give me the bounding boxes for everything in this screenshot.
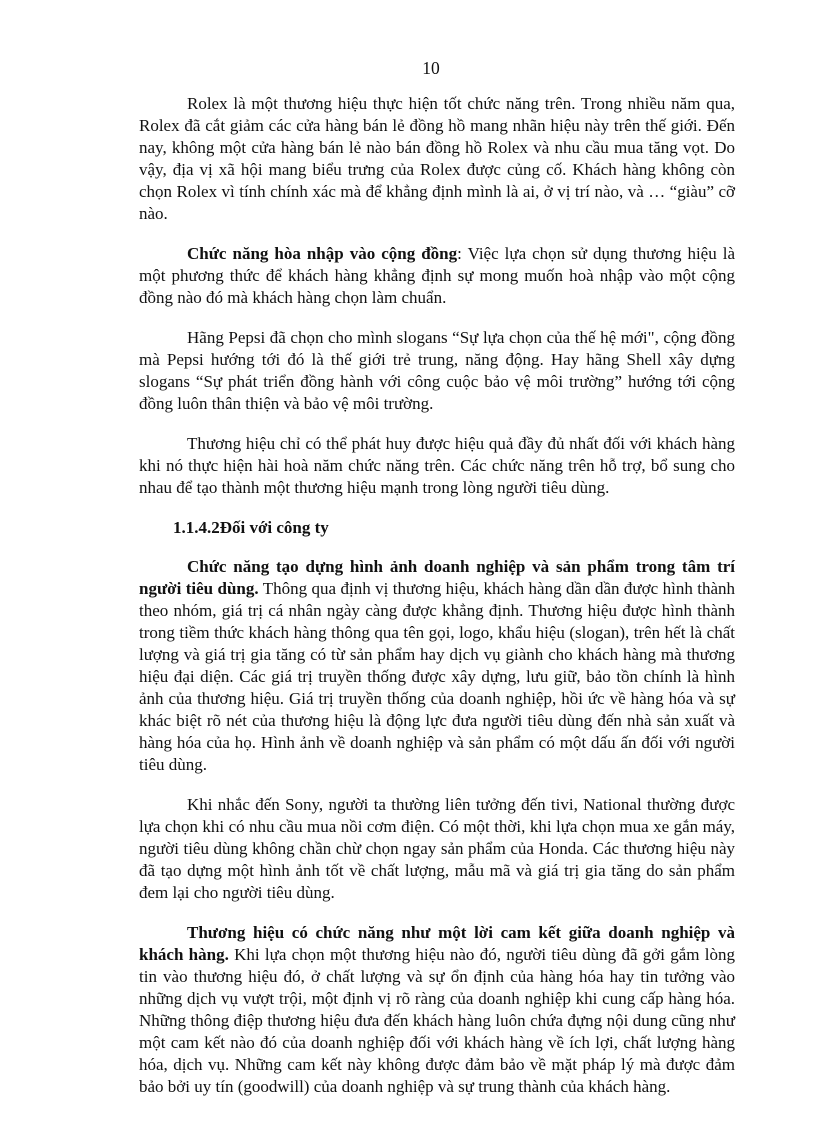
paragraph-bold-lead: Chức năng hòa nhập vào cộng đồng bbox=[187, 244, 458, 263]
paragraph-image-function bbox=[139, 556, 735, 776]
paragraph-text: : Việc lựa chọn sử dụng thương hiệu là một phương thức để khách hàng khẳng định sự mong muốn hoà nhập vào một cộng đồng nào đó mà khách hàng chọn làm chuẩn. bbox=[139, 244, 735, 307]
section-heading: 1.1.4.2Đối với công ty bbox=[173, 518, 329, 537]
paragraph-text: Hãng Pepsi đã chọn cho mình slogans “Sự lựa chọn của thế hệ mới", cộng đồng mà Pepsi hướng tới đó là thế giới trẻ trung, năng động. Hay hãng Shell xây dựng slogans “Sự phát triển đồng hành với công cuộc bảo vệ môi trường” hướng tới cộng đồng luôn thân thiện và bảo vệ môi trường. bbox=[139, 328, 735, 413]
paragraph-summary bbox=[139, 433, 735, 499]
page-content bbox=[139, 93, 735, 1116]
paragraph-bold-lead: Thương hiệu có chức năng như một lời cam kết giữa doanh nghiệp và khách hàng. bbox=[139, 923, 735, 964]
page-number: 10 bbox=[422, 58, 440, 78]
paragraph-bold-lead: Chức năng tạo dựng hình ảnh doanh nghiệp và sản phẩm trong tâm trí người tiêu dùng. bbox=[139, 557, 735, 598]
paragraph-rolex-example bbox=[139, 93, 735, 225]
paragraph-pepsi-shell-example bbox=[139, 327, 735, 415]
paragraph-community-function bbox=[139, 243, 735, 309]
paragraph-text: Rolex là một thương hiệu thực hiện tốt chức năng trên. Trong nhiều năm qua, Rolex đã cắt giảm các cửa hàng bán lẻ đồng hồ mang nhãn hiệu này trên thế giới. Đến nay, không một cửa hàng bán lẻ nào bán đồng hồ Rolex và nhu cầu mua tăng vọt. Do vậy, địa vị xã hội mang biểu trưng của Rolex được củng cố. Khách hàng không còn chọn Rolex vì tính chính xác mà để khẳng định mình là ai, ở vị trí nào, và … “giàu” cỡ nào. bbox=[139, 94, 735, 223]
paragraph-text: Thông qua định vị thương hiệu, khách hàng dần dần được hình thành theo nhóm, giá trị cá nhân ngày càng được khẳng định. Thương hiệu được hình thành trong tiềm thức khách hàng thông qua tên gọi, logo, khẩu hiệu (slogan), trên hết là chất lượng và giá trị gia tăng có từ sản phẩm hay dịch vụ giành cho khách hàng mà thương hiệu đại diện. Các giá trị truyền thống được xây dựng, lưu giữ, bảo tồn chính là hình ảnh của thương hiệu. Giá trị truyền thống của doanh nghiệp, hồi ức về hàng hóa và sự khác biệt rõ nét của thương hiệu là động lực đưa người tiêu dùng đến nhà sản xuất và hàng hóa của họ. Hình ảnh về doanh nghiệp và sản phẩm có một dấu ấn đối với người tiêu dùng. bbox=[139, 579, 735, 774]
paragraph-sony-honda-example bbox=[139, 794, 735, 904]
paragraph-text: Khi lựa chọn một thương hiệu nào đó, người tiêu dùng đã gởi gắm lòng tin vào thương hiệu đó, ở chất lượng và sự ổn định của hàng hóa hay tin tưởng vào những dịch vụ vượt trội, một định vị rõ ràng của doanh nghiệp khi cung cấp hàng hóa. Những thông điệp thương hiệu đưa đến khách hàng luôn chứa đựng nội dung cũng như một cam kết nào đó của doanh nghiệp đối với khách hàng về ích lợi, chất lượng hàng hóa, dịch vụ. Những cam kết này không được đảm bảo về mặt pháp lý mà được đảm bảo bởi uy tín (goodwill) của doanh nghiệp và sự trung thành của khách hàng. bbox=[139, 945, 735, 1096]
paragraph-text: Khi nhắc đến Sony, người ta thường liên tưởng đến tivi, National thường được lựa chọn khi có nhu cầu mua nồi cơm điện. Có một thời, khi lựa chọn mua xe gắn máy, người tiêu dùng không chần chừ chọn ngay sản phẩm của Honda. Các thương hiệu này đã tạo dựng một hình ảnh tốt về chất lượng, mẫu mã và giá trị gia tăng do sản phẩm đem lại cho người tiêu dùng. bbox=[139, 795, 735, 902]
paragraph-text: Thương hiệu chỉ có thể phát huy được hiệu quả đầy đủ nhất đối với khách hàng khi nó thực hiện hài hoà năm chức năng trên. Các chức năng trên hỗ trợ, bổ sung cho nhau để tạo thành một thương hiệu mạnh trong lòng người tiêu dùng. bbox=[139, 434, 735, 497]
paragraph-commitment-function bbox=[139, 922, 735, 1098]
